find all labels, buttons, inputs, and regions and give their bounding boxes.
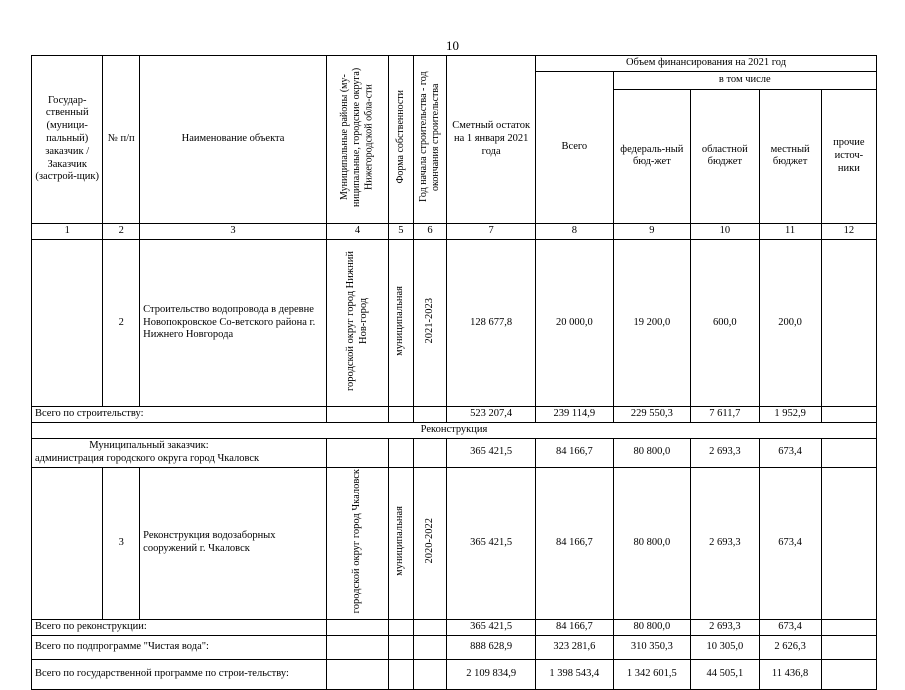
- cell-remaining: 888 628,9: [447, 635, 536, 659]
- cell-other: [821, 467, 876, 619]
- table-row: [32, 407, 877, 423]
- cell-local: 673,4: [759, 467, 821, 619]
- header-regional: областной бюджет: [691, 89, 759, 223]
- cell-object-name: Строительство водопровода в деревне Новопокровское Со-ветского района г. Нижнего Новгорода: [140, 239, 327, 407]
- header-years: [413, 56, 447, 224]
- section-row: [32, 423, 877, 439]
- table-row: [32, 619, 877, 635]
- cell-other: [821, 619, 876, 635]
- header-federal: федераль-ный бюд-жет: [613, 89, 691, 223]
- table-row: [32, 659, 877, 689]
- cell-other: [821, 438, 876, 467]
- col-number: 3: [140, 223, 327, 239]
- cell-empty: [389, 407, 413, 423]
- col-number: 12: [821, 223, 876, 239]
- header-customer: Государ-ственный (муници-пальный) заказчик / Заказчик (застрой-щик): [32, 56, 103, 224]
- cell-other: [821, 659, 876, 689]
- header-districts-text: Муниципальные районы (му-ниципальные, городские округа) Нижегородской обла-сти: [339, 67, 375, 207]
- cell-regional: 2 693,3: [691, 438, 759, 467]
- cell-federal: 310 350,3: [613, 635, 691, 659]
- cell-empty: [326, 635, 388, 659]
- cell-empty: [389, 635, 413, 659]
- cell-empty: [326, 659, 388, 689]
- total-state-label: Всего по государственной программе по строи-тельству:: [32, 659, 327, 689]
- cell-ownership-text: муниципальная: [394, 505, 406, 576]
- cell-number: 2: [103, 239, 140, 407]
- cell-years-text: 2021-2023: [423, 297, 435, 344]
- budget-table: [31, 55, 877, 690]
- header-remaining: Сметный остаток на 1 января 2021 года: [447, 56, 536, 224]
- cell-total: 323 281,6: [536, 635, 614, 659]
- cell-regional: 2 693,3: [691, 619, 759, 635]
- cell-years-text: 2020-2022: [423, 518, 435, 564]
- total-reconstruction-label: Всего по реконструкции:: [32, 619, 327, 635]
- cell-total: 20 000,0: [536, 239, 614, 407]
- table-row: [32, 467, 877, 619]
- table-row: [32, 438, 877, 467]
- page-number: 10: [446, 38, 459, 53]
- cell-empty: [32, 467, 103, 619]
- cell-total: 84 166,7: [536, 467, 614, 619]
- cell-empty: [413, 407, 447, 423]
- col-number: 6: [413, 223, 447, 239]
- section-reconstruction: Реконструкция: [32, 423, 877, 439]
- cell-district-text: городской округ город Чкаловск: [351, 468, 363, 613]
- total-subprogram-label: Всего по подпрограмме "Чистая вода":: [32, 635, 327, 659]
- header-number: № п/п: [103, 56, 140, 224]
- header-years-text: Год начала строительства - год окончания строительства: [417, 71, 441, 203]
- col-number: 4: [326, 223, 388, 239]
- cell-regional: 2 693,3: [691, 467, 759, 619]
- cell-remaining: 128 677,8: [447, 239, 536, 407]
- cell-other: [821, 407, 876, 423]
- column-numbers-row: [32, 223, 877, 239]
- header-total: Всего: [536, 71, 614, 223]
- header-ownership-text: Форма собственности: [394, 90, 406, 184]
- cell-ownership-text: муниципальная: [394, 285, 406, 356]
- header-including: в том числе: [613, 71, 876, 89]
- col-number: 9: [613, 223, 691, 239]
- header-financing: Объем финансирования на 2021 год: [536, 56, 877, 72]
- header-object-name: Наименование объекта: [140, 56, 327, 224]
- cell-total: 1 398 543,4: [536, 659, 614, 689]
- cell-other: [821, 239, 876, 407]
- cell-years: [413, 467, 447, 619]
- header-local: местный бюджет: [759, 89, 821, 223]
- cell-remaining: 2 109 834,9: [447, 659, 536, 689]
- cell-local: 200,0: [759, 239, 821, 407]
- cell-district: [326, 467, 388, 619]
- cell-federal: 80 800,0: [613, 438, 691, 467]
- cell-federal: 229 550,3: [613, 407, 691, 423]
- cell-empty: [413, 619, 447, 635]
- cell-ownership: [389, 467, 413, 619]
- cell-regional: 44 505,1: [691, 659, 759, 689]
- cell-federal: 80 800,0: [613, 619, 691, 635]
- cell-empty: [413, 635, 447, 659]
- cell-empty: [326, 619, 388, 635]
- cell-local: 2 626,3: [759, 635, 821, 659]
- col-number: 5: [389, 223, 413, 239]
- customer-label: [32, 438, 327, 467]
- cell-federal: 19 200,0: [613, 239, 691, 407]
- cell-local: 673,4: [759, 619, 821, 635]
- cell-federal: 1 342 601,5: [613, 659, 691, 689]
- col-number: 1: [32, 223, 103, 239]
- cell-object-name: Реконструкция водозаборных сооружений г. Чкаловск: [140, 467, 327, 619]
- cell-total: 84 166,7: [536, 438, 614, 467]
- cell-total: 84 166,7: [536, 619, 614, 635]
- cell-remaining: 523 207,4: [447, 407, 536, 423]
- cell-remaining: 365 421,5: [447, 619, 536, 635]
- customer-label-line1: Муниципальный заказчик:: [89, 439, 209, 451]
- header-other: прочие источ-ники: [821, 89, 876, 223]
- cell-regional: 10 305,0: [691, 635, 759, 659]
- cell-local: 1 952,9: [759, 407, 821, 423]
- cell-number: 3: [103, 467, 140, 619]
- cell-ownership: [389, 239, 413, 407]
- cell-empty: [389, 619, 413, 635]
- cell-remaining: 365 421,5: [447, 438, 536, 467]
- cell-years: [413, 239, 447, 407]
- cell-empty: [389, 659, 413, 689]
- col-number: 11: [759, 223, 821, 239]
- cell-empty: [326, 438, 388, 467]
- cell-empty: [389, 438, 413, 467]
- col-number: 8: [536, 223, 614, 239]
- cell-district: [326, 239, 388, 407]
- table-row: [32, 239, 877, 407]
- cell-empty: [413, 659, 447, 689]
- col-number: 2: [103, 223, 140, 239]
- table-row: [32, 635, 877, 659]
- customer-label-line2: администрация городского округа город Чкаловск: [35, 452, 260, 464]
- cell-district-text: городской округ город Нижний Нов-город: [344, 250, 369, 391]
- cell-regional: 600,0: [691, 239, 759, 407]
- cell-federal: 80 800,0: [613, 467, 691, 619]
- cell-local: 673,4: [759, 438, 821, 467]
- cell-remaining: 365 421,5: [447, 467, 536, 619]
- cell-regional: 7 611,7: [691, 407, 759, 423]
- cell-empty: [326, 407, 388, 423]
- col-number: 7: [447, 223, 536, 239]
- header-row: [32, 56, 877, 72]
- col-number: 10: [691, 223, 759, 239]
- total-construction-label: Всего по строительству:: [32, 407, 327, 423]
- cell-other: [821, 635, 876, 659]
- cell-local: 11 436,8: [759, 659, 821, 689]
- header-districts: [326, 56, 388, 224]
- cell-empty: [413, 438, 447, 467]
- cell-empty: [32, 239, 103, 407]
- cell-total: 239 114,9: [536, 407, 614, 423]
- header-ownership: [389, 56, 413, 224]
